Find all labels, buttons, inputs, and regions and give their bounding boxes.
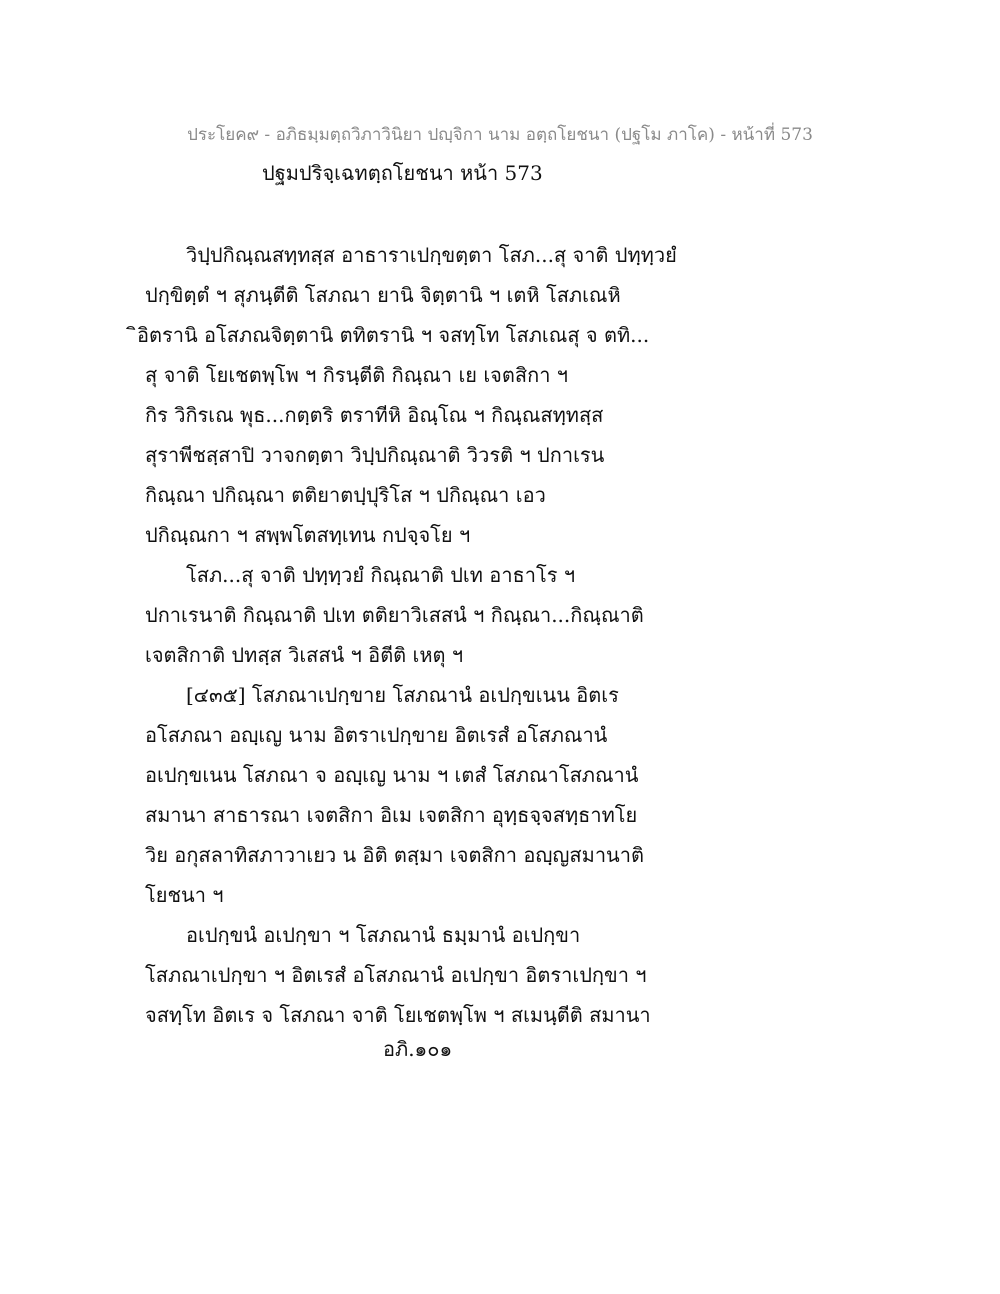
text-line: กิณฺณา ปกิณฺณา ตติยาตปฺปุริโส ฯ ปกิณฺณา เอว	[145, 483, 546, 507]
text-line: อเปกฺขนํ อเปกฺขา ฯ โสภณานํ ธมฺมานํ อเปกฺขา	[186, 923, 581, 947]
page-subheader: ปฐมปริจฺเฉทตฺถโยชนา หน้า 573	[262, 161, 543, 185]
text-line: สมานา สาธารณา เจตสิกา อิเม เจตสิกา อุทฺธจฺจสทฺธาทโย	[145, 803, 638, 827]
page-header: ประโยค๙ - อภิธมฺมตฺถวิภาวินิยา ปญฺจิกา นาม อตฺถโยชนา (ปฐโม ภาโค) - หน้าที่ 573	[187, 125, 813, 145]
text-line: วิปฺปกิณฺณสทฺทสฺส อาธาราเปกฺขตฺตา โสภ...สุ จาติ ปทฺทฺวยํ	[186, 243, 677, 267]
text-line: โสภณาเปกฺขา ฯ อิตเรสํ อโสภณานํ อเปกฺขา อิตราเปกฺขา ฯ	[145, 963, 647, 987]
text-line: ปกิณฺณกา ฯ สพฺพโตสทฺเทน กปจฺจโย ฯ	[145, 523, 471, 547]
text-line: จสทฺโท อิตเร จ โสภณา จาติ โยเชตพฺโพ ฯ สเมนฺตีติ สมานา	[145, 1003, 651, 1027]
text-line: สุ จาติ โยเชตพฺโพ ฯ กิรนฺตีติ กิณฺณา เย เจตสิกา ฯ	[145, 363, 569, 387]
page-footer: อภิ.๑๐๑	[383, 1037, 453, 1061]
text-line: ิอิตรานิ อโสภณจิตฺตานิ ตทิตรานิ ฯ จสทฺโท โสภเณสุ จ ตทิ...	[137, 323, 650, 347]
text-line: โสภ...สุ จาติ ปทฺทฺวยํ กิณฺณาติ ปเท อาธาโร ฯ	[186, 563, 576, 587]
text-line: [๔๓๕] โสภณาเปกฺขาย โสภณานํ อเปกฺขเนน อิตเร	[186, 683, 619, 707]
text-line: ปกาเรนาติ กิณฺณาติ ปเท ตติยาวิเสสนํ ฯ กิณฺณา...กิณฺณาติ	[145, 603, 644, 627]
text-line: อโสภณา อญฺเญ นาม อิตราเปกฺขาย อิตเรสํ อโสภณานํ	[145, 723, 608, 747]
text-line: อเปกฺขเนน โสภณา จ อญฺเญ นาม ฯ เตสํ โสภณาโสภณานํ	[145, 763, 639, 787]
text-line: สุราพีชสฺสาปิ วาจกตฺตา วิปฺปกิณฺณาติ วิวรติ ฯ ปกาเรน	[145, 443, 605, 467]
text-line: กิร วิกิรเณ พุธ...กตฺตริ ตราทีหิ อิณฺโณ ฯ กิณฺณสทฺทสฺส	[145, 403, 604, 427]
text-line: โยชนา ฯ	[145, 883, 224, 907]
text-line: เจตสิกาติ ปทสฺส วิเสสนํ ฯ อิตีติ เหตุ ฯ	[145, 643, 464, 667]
text-line: วิย อกุสลาทิสภาวาเยว น อิติ ตสฺมา เจตสิกา อญฺญสมานาติ	[145, 843, 644, 867]
text-line: ปกฺขิตฺตํ ฯ สุภนฺตีติ โสภณา ยานิ จิตฺตานิ ฯ เตหิ โสภเณหิ	[145, 283, 621, 307]
